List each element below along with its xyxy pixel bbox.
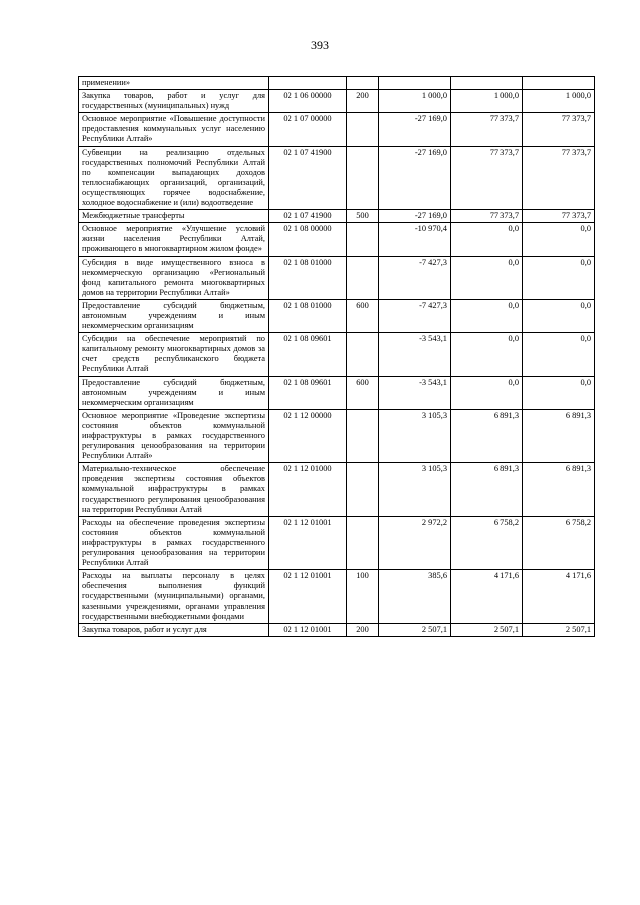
expense-name-cell: Закупка товаров, работ и услуг для государственных (муниципальных) нужд: [79, 90, 269, 113]
table-row: [79, 77, 595, 90]
amount-year3-cell: 6 891,3: [523, 463, 595, 516]
expense-type-code-cell: 100: [347, 570, 379, 623]
amount-year3-cell: 6 758,2: [523, 516, 595, 569]
amount-year1-cell: -27 169,0: [379, 210, 451, 223]
amount-year3-cell: 0,0: [523, 333, 595, 376]
expense-name-cell: Предоставление субсидий бюджетным, автономным учреждениям и иным некоммерческим организациям: [79, 376, 269, 409]
expense-type-code-cell: [347, 77, 379, 90]
amount-year2-cell: 0,0: [451, 376, 523, 409]
expense-type-code-cell: [347, 113, 379, 146]
amount-year2-cell: 4 171,6: [451, 570, 523, 623]
expense-name-cell: применении»: [79, 77, 269, 90]
amount-year1-cell: -10 970,4: [379, 223, 451, 256]
amount-year1-cell: 2 972,2: [379, 516, 451, 569]
amount-year3-cell: 77 373,7: [523, 113, 595, 146]
table-row: [79, 463, 595, 516]
amount-year3-cell: 77 373,7: [523, 146, 595, 210]
target-article-code-cell: 02 1 08 01000: [269, 256, 347, 299]
amount-year3-cell: 2 507,1: [523, 623, 595, 636]
expense-name-cell: Основное мероприятие «Улучшение условий жизни населения Республики Алтай, проживающего в многоквартирном жилом фонде»: [79, 223, 269, 256]
expense-type-code-cell: 600: [347, 376, 379, 409]
expense-type-code-cell: [347, 409, 379, 462]
amount-year2-cell: 1 000,0: [451, 90, 523, 113]
amount-year1-cell: 1 000,0: [379, 90, 451, 113]
amount-year3-cell: 0,0: [523, 299, 595, 332]
target-article-code-cell: 02 1 12 00000: [269, 409, 347, 462]
amount-year2-cell: 0,0: [451, 333, 523, 376]
target-article-code-cell: 02 1 07 00000: [269, 113, 347, 146]
page-number: 393: [311, 38, 329, 52]
amount-year1-cell: -27 169,0: [379, 146, 451, 210]
expense-type-code-cell: 200: [347, 90, 379, 113]
expense-type-code-cell: [347, 256, 379, 299]
target-article-code-cell: 02 1 08 01000: [269, 299, 347, 332]
table-row: [79, 256, 595, 299]
amount-year1-cell: 385,6: [379, 570, 451, 623]
expense-type-code-cell: [347, 333, 379, 376]
table-row: [79, 409, 595, 462]
expense-type-code-cell: [347, 223, 379, 256]
amount-year3-cell: 4 171,6: [523, 570, 595, 623]
expense-name-cell: Закупка товаров, работ и услуг для: [79, 623, 269, 636]
target-article-code-cell: 02 1 07 41900: [269, 146, 347, 210]
amount-year2-cell: 77 373,7: [451, 113, 523, 146]
amount-year2-cell: 6 891,3: [451, 463, 523, 516]
table-row: [79, 210, 595, 223]
amount-year3-cell: 1 000,0: [523, 90, 595, 113]
expense-type-code-cell: 500: [347, 210, 379, 223]
amount-year1-cell: 3 105,3: [379, 463, 451, 516]
amount-year2-cell: 0,0: [451, 223, 523, 256]
expense-type-code-cell: [347, 516, 379, 569]
amount-year3-cell: [523, 77, 595, 90]
expense-type-code-cell: [347, 146, 379, 210]
amount-year1-cell: -7 427,3: [379, 299, 451, 332]
amount-year2-cell: 0,0: [451, 299, 523, 332]
amount-year2-cell: [451, 77, 523, 90]
target-article-code-cell: 02 1 08 00000: [269, 223, 347, 256]
amount-year1-cell: [379, 77, 451, 90]
expense-name-cell: Расходы на выплаты персоналу в целях обеспечения выполнения функций государственными (муниципальными) органами, казенными учреждениями, органами управления государственными внебюджетными фондами: [79, 570, 269, 623]
target-article-code-cell: 02 1 12 01001: [269, 570, 347, 623]
amount-year2-cell: 6 758,2: [451, 516, 523, 569]
table-row: [79, 90, 595, 113]
amount-year2-cell: 0,0: [451, 256, 523, 299]
expense-name-cell: Расходы на обеспечение проведения экспертизы состояния объектов коммунальной инфраструктуры в рамках государственного регулирования ценообразования на территории Республики Алтай: [79, 516, 269, 569]
amount-year2-cell: 77 373,7: [451, 146, 523, 210]
amount-year1-cell: -3 543,1: [379, 376, 451, 409]
expense-name-cell: Субсидия в виде имущественного взноса в некоммерческую организацию «Региональный фонд капитального ремонта многоквартирных домов на территории Республики Алтай»: [79, 256, 269, 299]
amount-year3-cell: 77 373,7: [523, 210, 595, 223]
amount-year3-cell: 0,0: [523, 256, 595, 299]
amount-year3-cell: 0,0: [523, 376, 595, 409]
amount-year2-cell: 77 373,7: [451, 210, 523, 223]
table-row: [79, 146, 595, 210]
budget-table-body: [79, 77, 595, 637]
expense-name-cell: Межбюджетные трансферты: [79, 210, 269, 223]
amount-year3-cell: 6 891,3: [523, 409, 595, 462]
target-article-code-cell: 02 1 06 00000: [269, 90, 347, 113]
expense-type-code-cell: [347, 463, 379, 516]
expense-name-cell: Основное мероприятие «Проведение экспертизы состояния объектов коммунальной инфраструктуры в рамках государственного регулирования ценообразования на территории Республики Алтай»: [79, 409, 269, 462]
expense-name-cell: Основное мероприятие «Повышение доступности предоставления коммунальных услуг населению Республики Алтай»: [79, 113, 269, 146]
amount-year2-cell: 2 507,1: [451, 623, 523, 636]
amount-year1-cell: -3 543,1: [379, 333, 451, 376]
amount-year1-cell: -27 169,0: [379, 113, 451, 146]
table-row: [79, 376, 595, 409]
amount-year3-cell: 0,0: [523, 223, 595, 256]
expense-name-cell: Субвенции на реализацию отдельных государственных полномочий Республики Алтай по компенсации выпадающих доходов теплоснабжающих организаций, организаций, осуществляющих горячее водоснабжение, холодное водоснабжение и (или) водоотведение: [79, 146, 269, 210]
amount-year1-cell: 3 105,3: [379, 409, 451, 462]
table-row: [79, 113, 595, 146]
target-article-code-cell: 02 1 08 09601: [269, 376, 347, 409]
target-article-code-cell: 02 1 12 01000: [269, 463, 347, 516]
amount-year2-cell: 6 891,3: [451, 409, 523, 462]
target-article-code-cell: [269, 77, 347, 90]
expense-name-cell: Материально-техническое обеспечение проведения экспертизы состояния объектов коммунальной инфраструктуры в рамках государственного регулирования ценообразования на территории Республики Алтай: [79, 463, 269, 516]
target-article-code-cell: 02 1 08 09601: [269, 333, 347, 376]
amount-year1-cell: 2 507,1: [379, 623, 451, 636]
expense-name-cell: Субсидии на обеспечение мероприятий по капитальному ремонту многоквартирных домов за счет средств республиканского бюджета Республики Алтай: [79, 333, 269, 376]
table-row: [79, 223, 595, 256]
target-article-code-cell: 02 1 07 41900: [269, 210, 347, 223]
table-row: [79, 516, 595, 569]
budget-table: [78, 76, 595, 637]
amount-year1-cell: -7 427,3: [379, 256, 451, 299]
target-article-code-cell: 02 1 12 01001: [269, 623, 347, 636]
expense-name-cell: Предоставление субсидий бюджетным, автономным учреждениям и иным некоммерческим организациям: [79, 299, 269, 332]
target-article-code-cell: 02 1 12 01001: [269, 516, 347, 569]
expense-type-code-cell: 600: [347, 299, 379, 332]
expense-type-code-cell: 200: [347, 623, 379, 636]
table-row: [79, 623, 595, 636]
table-row: [79, 333, 595, 376]
table-row: [79, 299, 595, 332]
table-row: [79, 570, 595, 623]
